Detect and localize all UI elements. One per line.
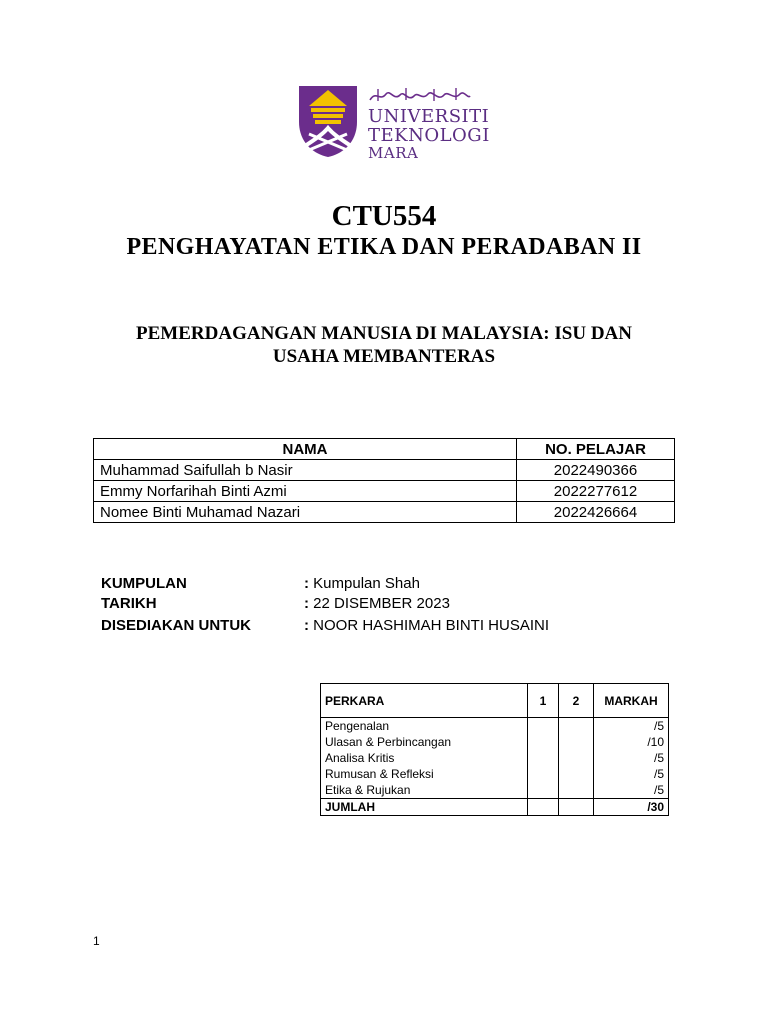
page-number: 1 bbox=[93, 934, 100, 948]
member-name: Emmy Norfarihah Binti Azmi bbox=[94, 481, 517, 502]
marks-item: Pengenalan bbox=[321, 718, 528, 735]
course-code: CTU554 bbox=[331, 200, 437, 232]
disediakan-label: DISEDIAKAN UNTUK bbox=[101, 617, 251, 634]
marks-cell-2 bbox=[559, 750, 594, 766]
tarikh-label: TARIKH bbox=[101, 595, 157, 612]
table-row bbox=[94, 502, 675, 523]
uitm-crest-icon bbox=[297, 84, 359, 158]
uitm-logo bbox=[297, 84, 490, 162]
marks-cell-2 bbox=[559, 799, 594, 816]
marks-item: Ulasan & Perbincangan bbox=[321, 734, 528, 750]
logo-text-mara: MARA bbox=[368, 144, 419, 162]
table-row bbox=[321, 766, 669, 782]
member-name: Muhammad Saifullah b Nasir bbox=[94, 460, 517, 481]
marks-cell-1 bbox=[528, 718, 559, 735]
member-name: Nomee Binti Muhamad Nazari bbox=[94, 502, 517, 523]
marks-max: /5 bbox=[594, 766, 669, 782]
marks-cell-1 bbox=[528, 766, 559, 782]
marks-cell-2 bbox=[559, 766, 594, 782]
separator: : bbox=[304, 575, 309, 592]
disediakan-value bbox=[304, 617, 549, 634]
marks-max: /10 bbox=[594, 734, 669, 750]
member-id: 2022277612 bbox=[517, 481, 675, 502]
marks-cell-2 bbox=[559, 734, 594, 750]
marks-max: /5 bbox=[594, 718, 669, 735]
tarikh-text: 22 DISEMBER 2023 bbox=[313, 595, 450, 612]
marks-cell-1 bbox=[528, 734, 559, 750]
member-id: 2022426664 bbox=[517, 502, 675, 523]
marks-total-value: /30 bbox=[594, 799, 669, 816]
logo-text-universiti: UNIVERSITI bbox=[368, 106, 490, 127]
table-row bbox=[94, 481, 675, 502]
topic-line-2: USAHA MEMBANTERAS bbox=[272, 346, 496, 367]
marks-table bbox=[320, 683, 669, 816]
table-row bbox=[321, 734, 669, 750]
marks-max: /5 bbox=[594, 750, 669, 766]
marks-item: Rumusan & Refleksi bbox=[321, 766, 528, 782]
members-header-row bbox=[94, 439, 675, 460]
col-header-2: 2 bbox=[559, 684, 594, 718]
col-header-1: 1 bbox=[528, 684, 559, 718]
marks-total-row bbox=[321, 799, 669, 816]
member-id: 2022490366 bbox=[517, 460, 675, 481]
marks-item: Analisa Kritis bbox=[321, 750, 528, 766]
marks-cell-1 bbox=[528, 799, 559, 816]
tarikh-value bbox=[304, 595, 450, 612]
table-row bbox=[321, 718, 669, 735]
members-table bbox=[93, 438, 675, 523]
separator: : bbox=[304, 595, 309, 612]
marks-item: Etika & Rujukan bbox=[321, 782, 528, 799]
course-name: PENGHAYATAN ETIKA DAN PERADABAN II bbox=[126, 234, 642, 260]
table-row bbox=[321, 782, 669, 799]
jawi-script-icon bbox=[368, 86, 472, 106]
marks-header-row bbox=[321, 684, 669, 718]
kumpulan-label: KUMPULAN bbox=[101, 575, 187, 592]
marks-total-label: JUMLAH bbox=[321, 799, 528, 816]
logo-text-teknologi: TEKNOLOGI bbox=[368, 125, 490, 146]
topic-line-1: PEMERDAGANGAN MANUSIA DI MALAYSIA: ISU DAN bbox=[136, 323, 632, 344]
col-header-no-pelajar: NO. PELAJAR bbox=[517, 439, 675, 460]
col-header-nama: NAMA bbox=[94, 439, 517, 460]
marks-cell-1 bbox=[528, 750, 559, 766]
disediakan-text: NOOR HASHIMAH BINTI HUSAINI bbox=[313, 617, 550, 634]
table-row bbox=[321, 750, 669, 766]
assignment-topic bbox=[0, 322, 768, 368]
col-header-markah: MARKAH bbox=[594, 684, 669, 718]
col-header-perkara: PERKARA bbox=[321, 684, 528, 718]
separator: : bbox=[304, 617, 309, 634]
marks-cell-2 bbox=[559, 782, 594, 799]
marks-cell-2 bbox=[559, 718, 594, 735]
kumpulan-text: Kumpulan Shah bbox=[313, 575, 420, 592]
kumpulan-value bbox=[304, 575, 420, 592]
marks-cell-1 bbox=[528, 782, 559, 799]
marks-max: /5 bbox=[594, 782, 669, 799]
table-row bbox=[94, 460, 675, 481]
